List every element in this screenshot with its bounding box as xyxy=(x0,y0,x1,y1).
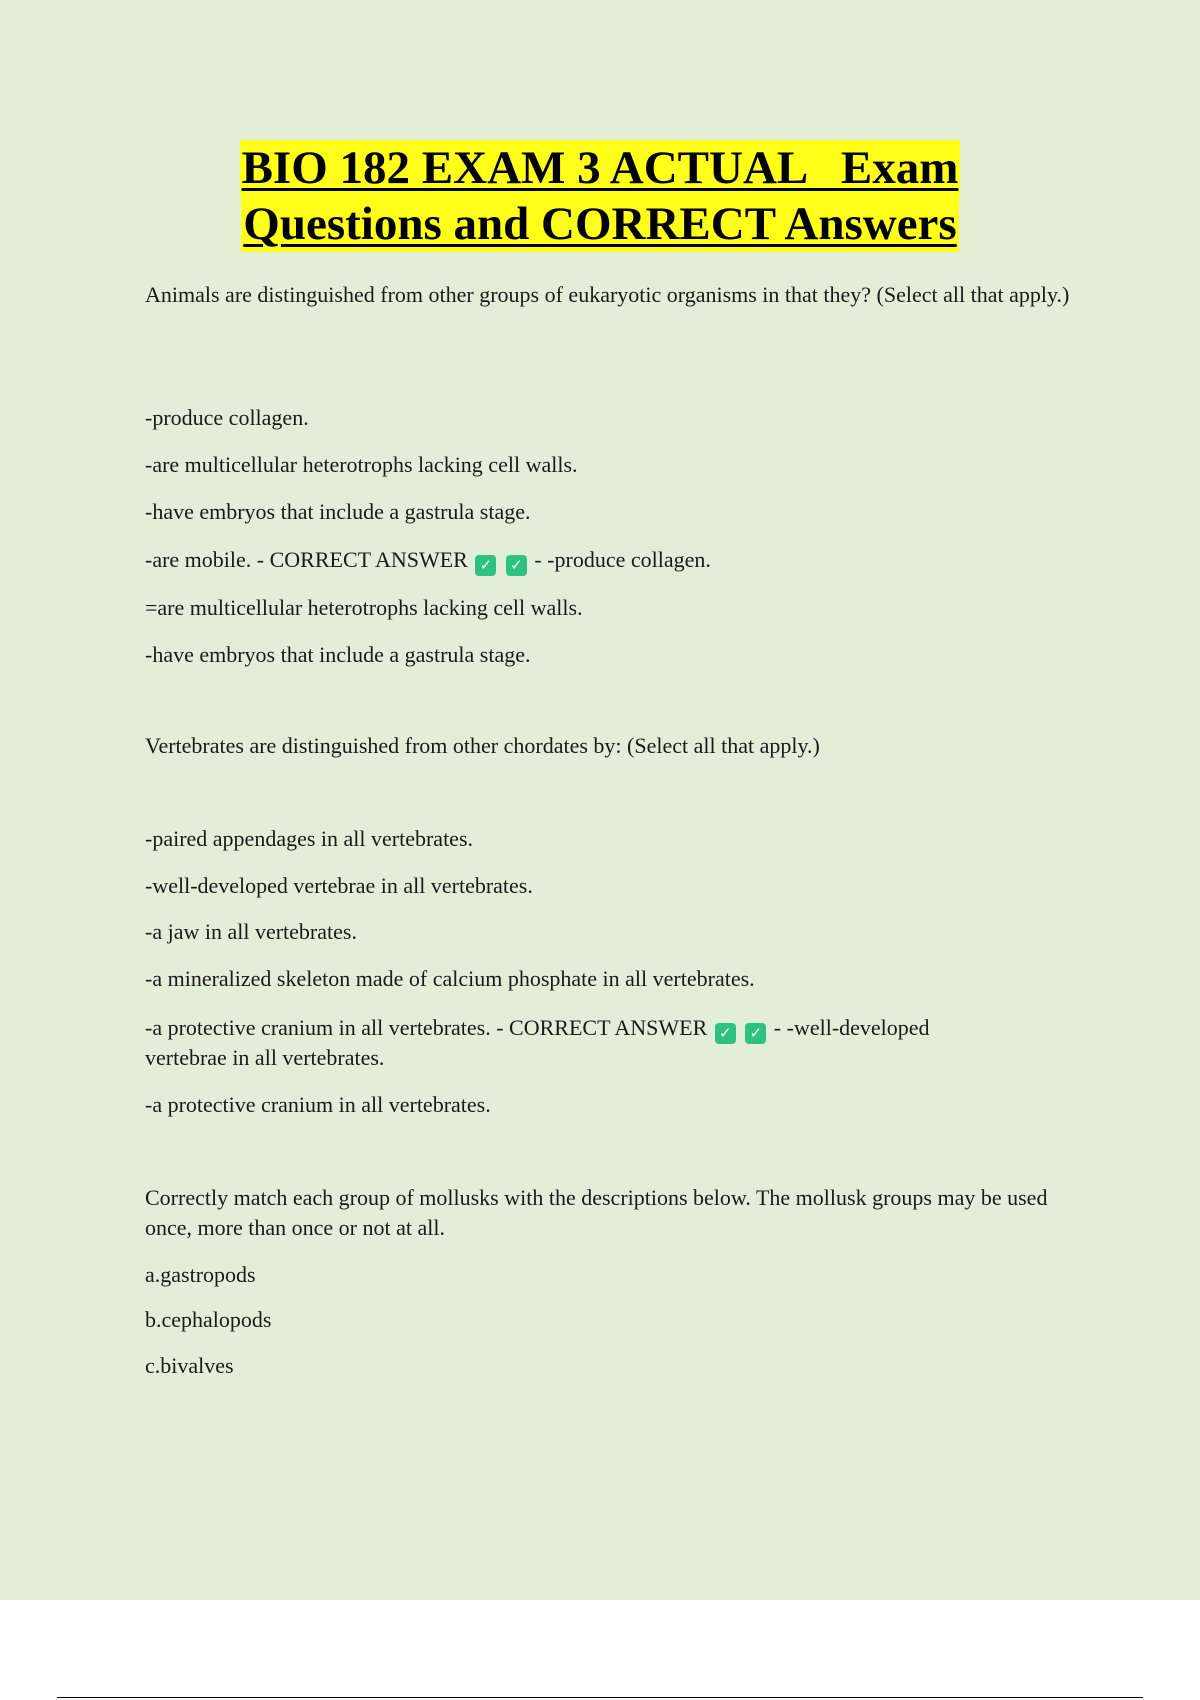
q1-answer-3: -have embryos that include a gastrula stage. xyxy=(145,642,531,667)
q1-option-2: -are multicellular heterotrophs lacking cell walls. xyxy=(145,452,578,477)
q2-answer-2: -a protective cranium in all vertebrates. xyxy=(145,1092,491,1117)
q2-answer-suffix: - -well-developed xyxy=(773,1015,930,1040)
q2-answer-line xyxy=(145,1013,1075,1044)
q1-option-3: -have embryos that include a gastrula stage. xyxy=(145,499,531,524)
question-1-text: Animals are distinguished from other groups of eukaryotic organisms in that they? (Select all that apply.) xyxy=(145,282,1070,307)
q2-option-4: -a mineralized skeleton made of calcium phosphate in all vertebrates. xyxy=(145,966,755,991)
q2-answer-prefix: -a protective cranium in all vertebrates. - CORRECT ANSWER xyxy=(145,1015,708,1040)
q1-answer-prefix: -are mobile. - CORRECT ANSWER xyxy=(145,547,468,572)
q1-answer-suffix: - -produce collagen. xyxy=(534,547,711,572)
q3-option-a: a.gastropods xyxy=(145,1262,256,1287)
q3-option-c: c.bivalves xyxy=(145,1353,234,1378)
footer-divider xyxy=(57,1697,1143,1698)
q1-answer-2: =are multicellular heterotrophs lacking cell walls. xyxy=(145,595,583,620)
q2-option-3: -a jaw in all vertebrates. xyxy=(145,919,357,944)
question-3-text: Correctly match each group of mollusks with the descriptions below. The mollusk groups may be used once, more than once or not at all. xyxy=(145,1185,1048,1240)
q1-option-1: -produce collagen. xyxy=(145,405,309,430)
q3-option-b: b.cephalopods xyxy=(145,1307,272,1332)
document-title xyxy=(0,140,1200,252)
check-box-icon: ✓ xyxy=(745,1023,766,1044)
title-line-2: Questions and CORRECT Answers xyxy=(243,198,957,250)
q2-answer-continued: vertebrae in all vertebrates. xyxy=(145,1045,385,1070)
question-2-text: Vertebrates are distinguished from other chordates by: (Select all that apply.) xyxy=(145,733,820,758)
q1-answer-line xyxy=(145,545,1075,576)
q2-option-1: -paired appendages in all vertebrates. xyxy=(145,826,474,851)
check-box-icon: ✓ xyxy=(475,555,496,576)
check-box-icon: ✓ xyxy=(715,1023,736,1044)
q2-option-2: -well-developed vertebrae in all vertebrates. xyxy=(145,873,533,898)
check-box-icon: ✓ xyxy=(506,555,527,576)
title-line-1: BIO 182 EXAM 3 ACTUAL Exam xyxy=(241,142,959,194)
